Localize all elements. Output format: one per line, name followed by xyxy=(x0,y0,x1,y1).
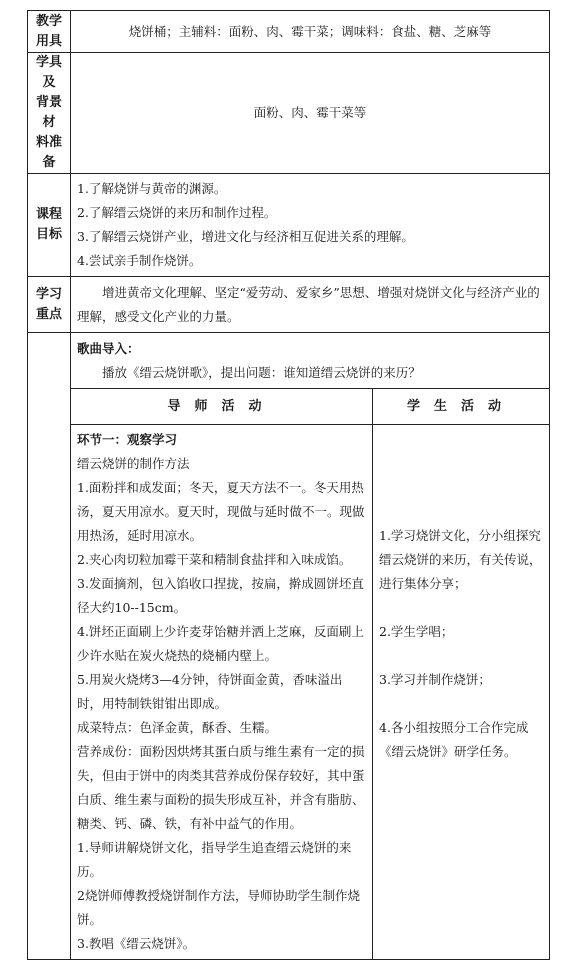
section-title: 环节一：观察学习 xyxy=(77,432,178,447)
student-activity-cell xyxy=(373,425,550,960)
label-line: 用具 xyxy=(35,33,62,49)
method-step: 1.面粉拌和成发面；冬天，夏天方法不一。冬天用热汤，夏天用凉水。夏天时，现做与延时做不一。现做用热汤，延时用凉水。 xyxy=(77,480,365,543)
row-song-intro xyxy=(28,333,550,389)
song-intro xyxy=(71,333,550,389)
song-intro-text: 播放《缙云烧饼歌》，提出问题：谁知道缙云烧饼的来历？ xyxy=(102,364,421,380)
student-item: 1.学习烧饼文化，分小组探究缙云烧饼的来历，有关传说，进行集体分享； xyxy=(379,528,542,591)
guide-item: 1.导师讲解烧饼文化，指导学生追查缙云烧饼的来历。 xyxy=(77,840,352,879)
row-tools xyxy=(28,11,550,53)
objectives-label xyxy=(28,174,71,277)
label-line: 料准备 xyxy=(35,135,62,170)
guide-item: 3.教唱《缙云烧饼》。 xyxy=(77,936,196,951)
teacher-activity-header: 导师活动 xyxy=(71,389,373,425)
row-materials xyxy=(28,53,550,174)
song-intro-title: 歌曲导入： xyxy=(77,340,140,356)
guide-item: 2烧饼师傅教授烧饼制作方法，导师协助学生制作烧饼。 xyxy=(77,888,360,927)
student-activity-header: 学生活动 xyxy=(373,389,550,425)
label-line: 课程 xyxy=(35,207,62,222)
method-step: 5.用炭火烧烤3—4分钟，待饼面金黄，香味溢出时，用特制铁钳钳出即成。 xyxy=(77,672,343,711)
focus-content: 增进黄帝文化理解、坚定“爱劳动、爱家乡”思想、增强对烧饼文化与经济产业的理解，感受文化产业的力量。 xyxy=(71,277,550,333)
objective-item: 1.了解烧饼与黄帝的渊源。 xyxy=(77,181,227,196)
row-activity-headers xyxy=(28,389,550,425)
label-line: 学习 xyxy=(35,286,62,302)
objective-item: 2.了解缙云烧饼的来历和制作过程。 xyxy=(77,205,277,220)
method-step: 3.发面摘剂，包入馅收口捏拢，按扁，擀成圆饼坯直径大约10--15cm。 xyxy=(77,576,364,615)
method-step: 2.夹心肉切粒加霉干菜和精制食盐拌和入味成馅。 xyxy=(77,552,352,567)
teacher-activity-cell xyxy=(71,425,373,960)
label-line: 学具及 xyxy=(35,55,62,90)
row-focus xyxy=(28,277,550,333)
label-line: 重点 xyxy=(35,306,62,322)
tools-label xyxy=(28,11,71,53)
label-line: 背景材 xyxy=(35,95,62,130)
lesson-plan-table xyxy=(27,10,550,960)
objectives-content xyxy=(71,174,550,277)
focus-label xyxy=(28,277,71,333)
objective-item: 4.尝试亲手制作烧饼。 xyxy=(77,253,202,268)
objective-item: 3.了解缙云烧饼产业，增进文化与经济相互促进关系的理解。 xyxy=(77,229,414,244)
empty-label-cell xyxy=(28,333,71,960)
row-activities xyxy=(28,425,550,960)
row-objectives xyxy=(28,174,550,277)
section-subtitle: 缙云烧饼的制作方法 xyxy=(77,456,190,471)
student-item: 2.学生学唱； xyxy=(379,624,454,639)
label-line: 目标 xyxy=(35,227,62,242)
materials-label xyxy=(28,53,71,174)
label-line: 教学 xyxy=(35,13,62,29)
tools-content: 烧饼桶；主辅料：面粉、肉、霉干菜；调味料：食盐、糖、芝麻等 xyxy=(71,11,550,53)
method-step: 4.饼坯正面刷上少许麦芽饴糖并洒上芝麻，反面刷上少许水贴在炭火烧热的烧桶内壁上。 xyxy=(77,624,364,663)
dish-features: 成菜特点：色泽金黄，酥香、生糯。 xyxy=(77,720,278,735)
materials-content: 面粉、肉、霉干菜等 xyxy=(71,53,550,174)
student-item: 4.各小组按照分工合作完成《缙云烧饼》研学任务。 xyxy=(379,720,529,759)
student-item: 3.学习并制作烧饼； xyxy=(379,672,491,687)
nutrition-info: 营养成份：面粉因烘烤其蛋白质与维生素有一定的损失，但由于饼中的肉类其营养成份保存较好，其中蛋白质、维生素与面粉的损失形成互补，并含有脂肪、糖类、钙、磷、铁，有补中益气的作用。 xyxy=(77,744,365,831)
